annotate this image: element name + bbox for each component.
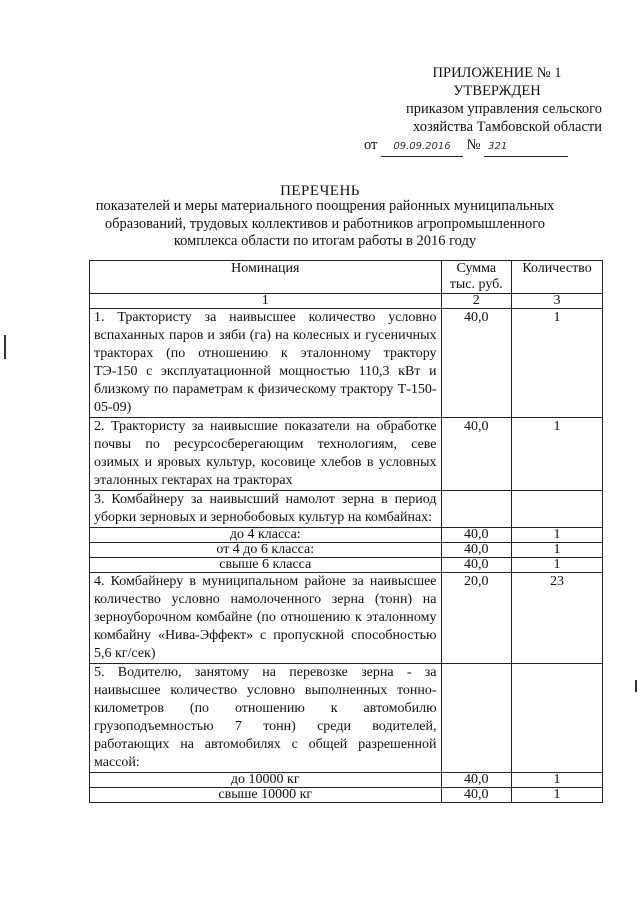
table-row — [90, 491, 603, 528]
quantity-cell: 23 — [512, 573, 603, 664]
column-number: 1 — [90, 294, 442, 309]
nomination-subcategory: до 4 класса: — [90, 528, 442, 543]
annex-label: ПРИЛОЖЕНИЕ № 1 — [432, 65, 562, 81]
sum-cell: 40,0 — [441, 309, 512, 418]
handwritten-number: 321 — [484, 138, 568, 157]
table-row — [90, 528, 603, 543]
quantity-cell: 1 — [512, 558, 603, 573]
table-row — [90, 309, 603, 418]
table-row — [90, 543, 603, 558]
order-line-2: хозяйства Тамбовской области — [413, 119, 602, 135]
sum-cell: 40,0 — [441, 543, 512, 558]
from-label: от — [364, 137, 378, 153]
table-row — [90, 773, 603, 788]
sum-cell: 40,0 — [441, 418, 512, 491]
nominations-table — [89, 260, 603, 803]
header-nomination: Номинация — [90, 261, 442, 294]
header-quantity: Количество — [512, 261, 603, 294]
column-number: 2 — [441, 294, 512, 309]
quantity-cell: 1 — [512, 418, 603, 491]
table-row — [90, 664, 603, 773]
quantity-cell: 1 — [512, 788, 603, 803]
sum-cell: 40,0 — [441, 558, 512, 573]
table-row — [90, 788, 603, 803]
nomination-subcategory: до 10000 кг — [90, 773, 442, 788]
table-row — [90, 558, 603, 573]
nomination-text: 4. Комбайнеру в муниципальном районе за наивысшее количество условно намолоченного зерна (тонн) на зерноуборочном комбайне (по отношению к эталонному комбайну «Нива-Эффект» с пропускной способностью 5,6 кг/сек) — [90, 573, 442, 664]
nomination-text: 3. Комбайнеру за наивысший намолот зерна в период уборки зерновых и зернобобовых культур на комбайнах: — [90, 491, 442, 528]
approval-header — [352, 64, 602, 157]
quantity-cell: 1 — [512, 309, 603, 418]
document-title: ПЕРЕЧЕНЬ — [280, 183, 360, 199]
nomination-subcategory: свыше 6 класса — [90, 558, 442, 573]
margin-mark — [4, 335, 6, 359]
sum-cell: 40,0 — [441, 528, 512, 543]
nomination-subcategory: свыше 10000 кг — [90, 788, 442, 803]
nomination-text: 5. Водителю, занятому на перевозке зерна - за наивысшее количество условно выполненных тонно-километров (по отношению к автомобилю грузоподъемностью 7 тонн) среди водителей, работающих на автомобилях с общей разрешенной массой: — [90, 664, 442, 773]
number-label: № — [466, 137, 481, 153]
approved-label: УТВЕРЖДЕН — [453, 83, 541, 99]
sum-cell: 20,0 — [441, 573, 512, 664]
quantity-cell: 1 — [512, 543, 603, 558]
document-subtitle: показателей и меры материального поощрения районных муниципальных образований, трудовых коллективов и работников агропромышленного комплекса области по итогам работы в 2016 году — [95, 198, 555, 249]
sum-cell: 40,0 — [441, 788, 512, 803]
quantity-cell — [512, 491, 603, 528]
nomination-subcategory: от 4 до 6 класса: — [90, 543, 442, 558]
quantity-cell: 1 — [512, 773, 603, 788]
table-row — [90, 573, 603, 664]
nomination-text: 1. Трактористу за наивысшее количество условно вспаханных паров и зяби (га) на колесных и гусеничных тракторах (по отношению к эталонному трактору ТЭ-150 с эксплуатационной мощностью 110,3 кВт и близкому по параметрам к физическому трактору Т-150-05-09) — [90, 309, 442, 418]
margin-mark — [635, 680, 637, 692]
sum-cell — [441, 491, 512, 528]
sum-cell — [441, 664, 512, 773]
order-line-1: приказом управления сельского — [405, 101, 602, 117]
handwritten-date: 09.09.2016 — [381, 138, 463, 157]
quantity-cell — [512, 664, 603, 773]
table-header-row — [90, 261, 603, 294]
column-number-row — [90, 294, 603, 309]
column-number: 3 — [512, 294, 603, 309]
sum-cell: 40,0 — [441, 773, 512, 788]
order-date-number — [352, 136, 602, 157]
quantity-cell: 1 — [512, 528, 603, 543]
header-sum: Сумма тыс. руб. — [441, 261, 512, 294]
nomination-text: 2. Трактористу за наивысшие показатели на обработке почвы по ресурсосберегающим технологиям, севе озимых и яровых культур, косовице хлебов в условных эталонных гектарах на тракторах — [90, 418, 442, 491]
table-row — [90, 418, 603, 491]
